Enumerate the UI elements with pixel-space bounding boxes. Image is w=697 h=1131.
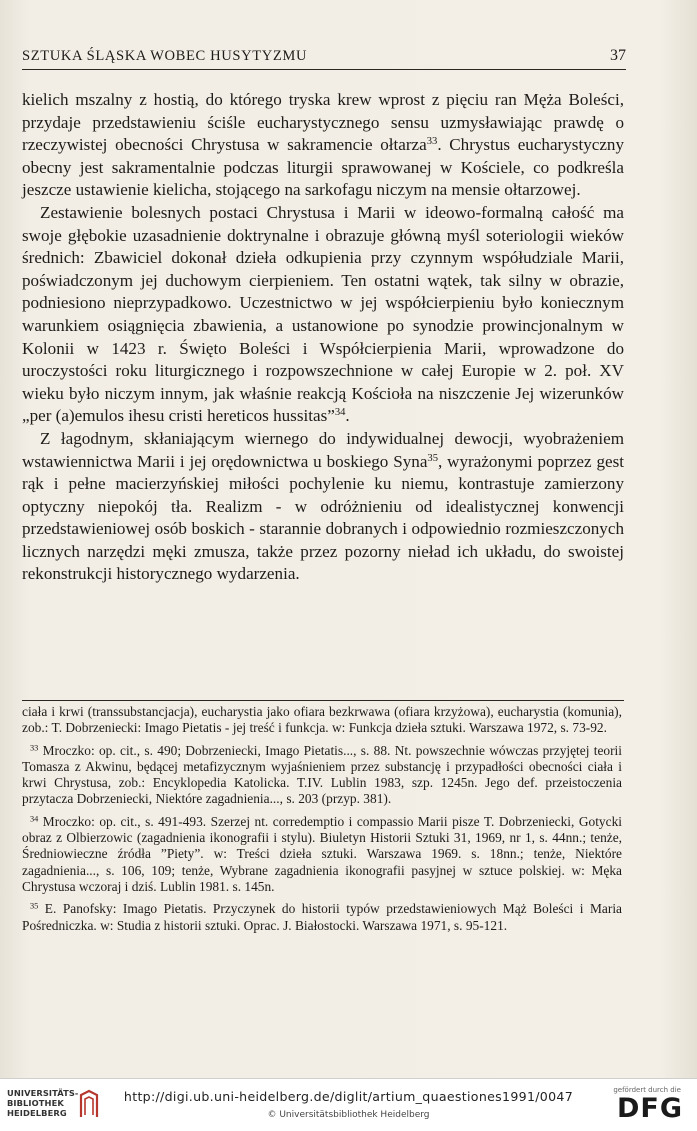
- footnote-35-text: E. Panofsky: Imago Pietatis. Przyczynek do historii typów przedstawieniowych Mąż Boleści i Maria Pośredniczka. w: Studia z historii sztuki. Oprac. J. Białostocki. Warszawa 1971, s. 95-121.: [22, 901, 622, 933]
- viewer-footer: [0, 1078, 697, 1131]
- copyright-notice: © Universitätsbibliothek Heidelberg: [267, 1110, 430, 1120]
- running-head: SZTUKA ŚLĄSKA WOBEC HUSYTYZMU: [22, 48, 308, 64]
- footnote-number-33: 33: [30, 743, 39, 753]
- footnote-continued: ciała i krwi (transsubstancjacja), eucharystia jako ofiara bezkrwawa (ofiara krzyżowa), eucharystia (komunia), zob.: T. Dobrzeniecki: Imago Pietatis - jej treść i funkcja. w: Funkcja dzieła sztuki. Warszawa 1972, s. 73-92.: [22, 704, 622, 736]
- dfg-logo[interactable]: DFG: [616, 1093, 683, 1124]
- footnote-number-35: 35: [30, 901, 39, 911]
- footnote-ref-34: 34: [334, 407, 346, 419]
- footnote-33-text: Mroczko: op. cit., s. 490; Dobrzeniecki, Imago Pietatis..., s. 88. Nt. powszechnie wówczas przyjętej teorii Tomasza z Akwinu, będącej metafizycznym wyjaśnieniem przez substancję i przypadłości obecności ciała i krwi Chrystusa, zob.: Encyklopedia Katolicka. T.IV. Lublin 1983, szp. 1245n. Jego def. przeistoczenia przytacza Dobrzeniecki, Niektóre zagadnienia..., s. 203 (przyp. 381).: [22, 742, 622, 807]
- paragraph-1-text-cont: . Chrystus eucharystyczny obecny jest sakramentalnie podczas liturgii sprawowanej w Kościele, co podkreśla jeszcze ustawienie kielicha, stojącego na sarkofagu niczym na mensie ołtarzowej.: [22, 135, 625, 200]
- library-name-line1: UNIVERSITÄTS-: [7, 1088, 79, 1098]
- paragraph-3: [22, 428, 624, 586]
- footnote-35: [22, 901, 622, 934]
- footnote-divider: [22, 700, 624, 701]
- footnote-34-text: Mroczko: op. cit., s. 491-493. Szerzej nt. corredemptio i compassio Marii pisze T. Dobrzeniecki, Gotycki obraz z Olbierzowic (zagadnienia ikonografii i stylu). Biuletyn Historii Sztuki 31, 1969, nr 1, s. 44nn.; tenże, Średniowieczne źródła ”Piety”. w: Treści dzieła sztuki. Warszawa 1969. s. 18nn.; tenże, Niektóre zagadnienia..., s. 106, 109; tenże, Wybrane zagadnienia ikonografii pasyjnej w sztuce polskiej. w: Męka Chrystusa wczoraj i dziś. Lublin 1981. s. 145n.: [22, 813, 622, 894]
- footnote-33: [22, 743, 622, 808]
- paragraph-1-text: kielich mszalny z hostią, do którego tryska krew wprost z pięciu ran Męża Boleści, przydaje przedstawieniu ściśle eucharystycznego sensu uzmysławiając prawdę o rzeczywistej obecności Chrystusa w sakramencie ołtarza: [22, 90, 624, 155]
- footnote-34: [22, 814, 622, 895]
- paragraph-2-text-cont: .: [345, 406, 350, 426]
- paragraph-3-text-cont: , wyrażonymi poprzez gest rąk i pełne macierzyńskiej miłości pochylenie ku niemu, kontrastuje zamierzony optyczny niepokój tła. Realizm - w odróżnieniu od idealistycznej konwencji przedstawieniowej osób boskich - starannie dobranych i odpowiednio rozmieszczonych licznych narzędzi męki zmusza, także przez pozorny nieład ich układu, do swoistej rekonstrukcji historycznego wydarzenia.: [22, 451, 624, 584]
- page-number: 37: [610, 47, 626, 64]
- body-text: [22, 89, 624, 586]
- funding-note: gefördert durch die: [613, 1086, 681, 1094]
- footnote-number-34: 34: [30, 814, 39, 824]
- footnotes: [22, 704, 622, 934]
- page-header: [22, 47, 626, 70]
- library-name-line3: HEIDELBERG: [7, 1108, 67, 1119]
- paragraph-2: [22, 202, 624, 428]
- paragraph-3-text: Z łagodnym, skłaniającym wiernego do indywidualnej dewocji, wyobrażeniem wstawiennictwa Marii i jej orędownictwa u boskiego Syna: [22, 428, 624, 471]
- library-name-line2: BIBLIOTHEK: [7, 1098, 64, 1109]
- paragraph-1: [22, 89, 624, 202]
- footnote-ref-35: 35: [427, 452, 438, 464]
- permalink-url[interactable]: http://digi.ub.uni-heidelberg.de/diglit/artium_quaestiones1991/0047: [123, 1089, 574, 1104]
- footnote-ref-33: 33: [426, 136, 438, 148]
- paragraph-2-text: Zestawienie bolesnych postaci Chrystusa i Marii w ideowo-formalną całość ma swoje głębokie uzasadnienie doktrynalne i obrazuje główną myśl soteriologii wieków średnich: Zbawiciel dokonał dzieła odkupienia przy czynnym współudziale Marii, poświadczonym jej duchowym cierpieniem. Ten ostatni wątek, tak silny w obrazie, podniesiono nieprzypadkowo. Uczestnictwo w jej współcierpieniu było koniecznym warunkiem osiągnięcia zbawienia, a ustanowione po synodzie prowincjonalnym w Kolonii w 1423 r. Święto Boleści i Współcierpienia Marii, wprowadzone do uroczystości roku liturgicznego i rozpowszechnione w całej Europie w 2. poł. XV wieku było niczym innym, jak właśnie reakcją Kościoła na niszczenie Jej wizerunków „per (a)emulos ihesu cristi hereticos hussitas”: [22, 202, 624, 426]
